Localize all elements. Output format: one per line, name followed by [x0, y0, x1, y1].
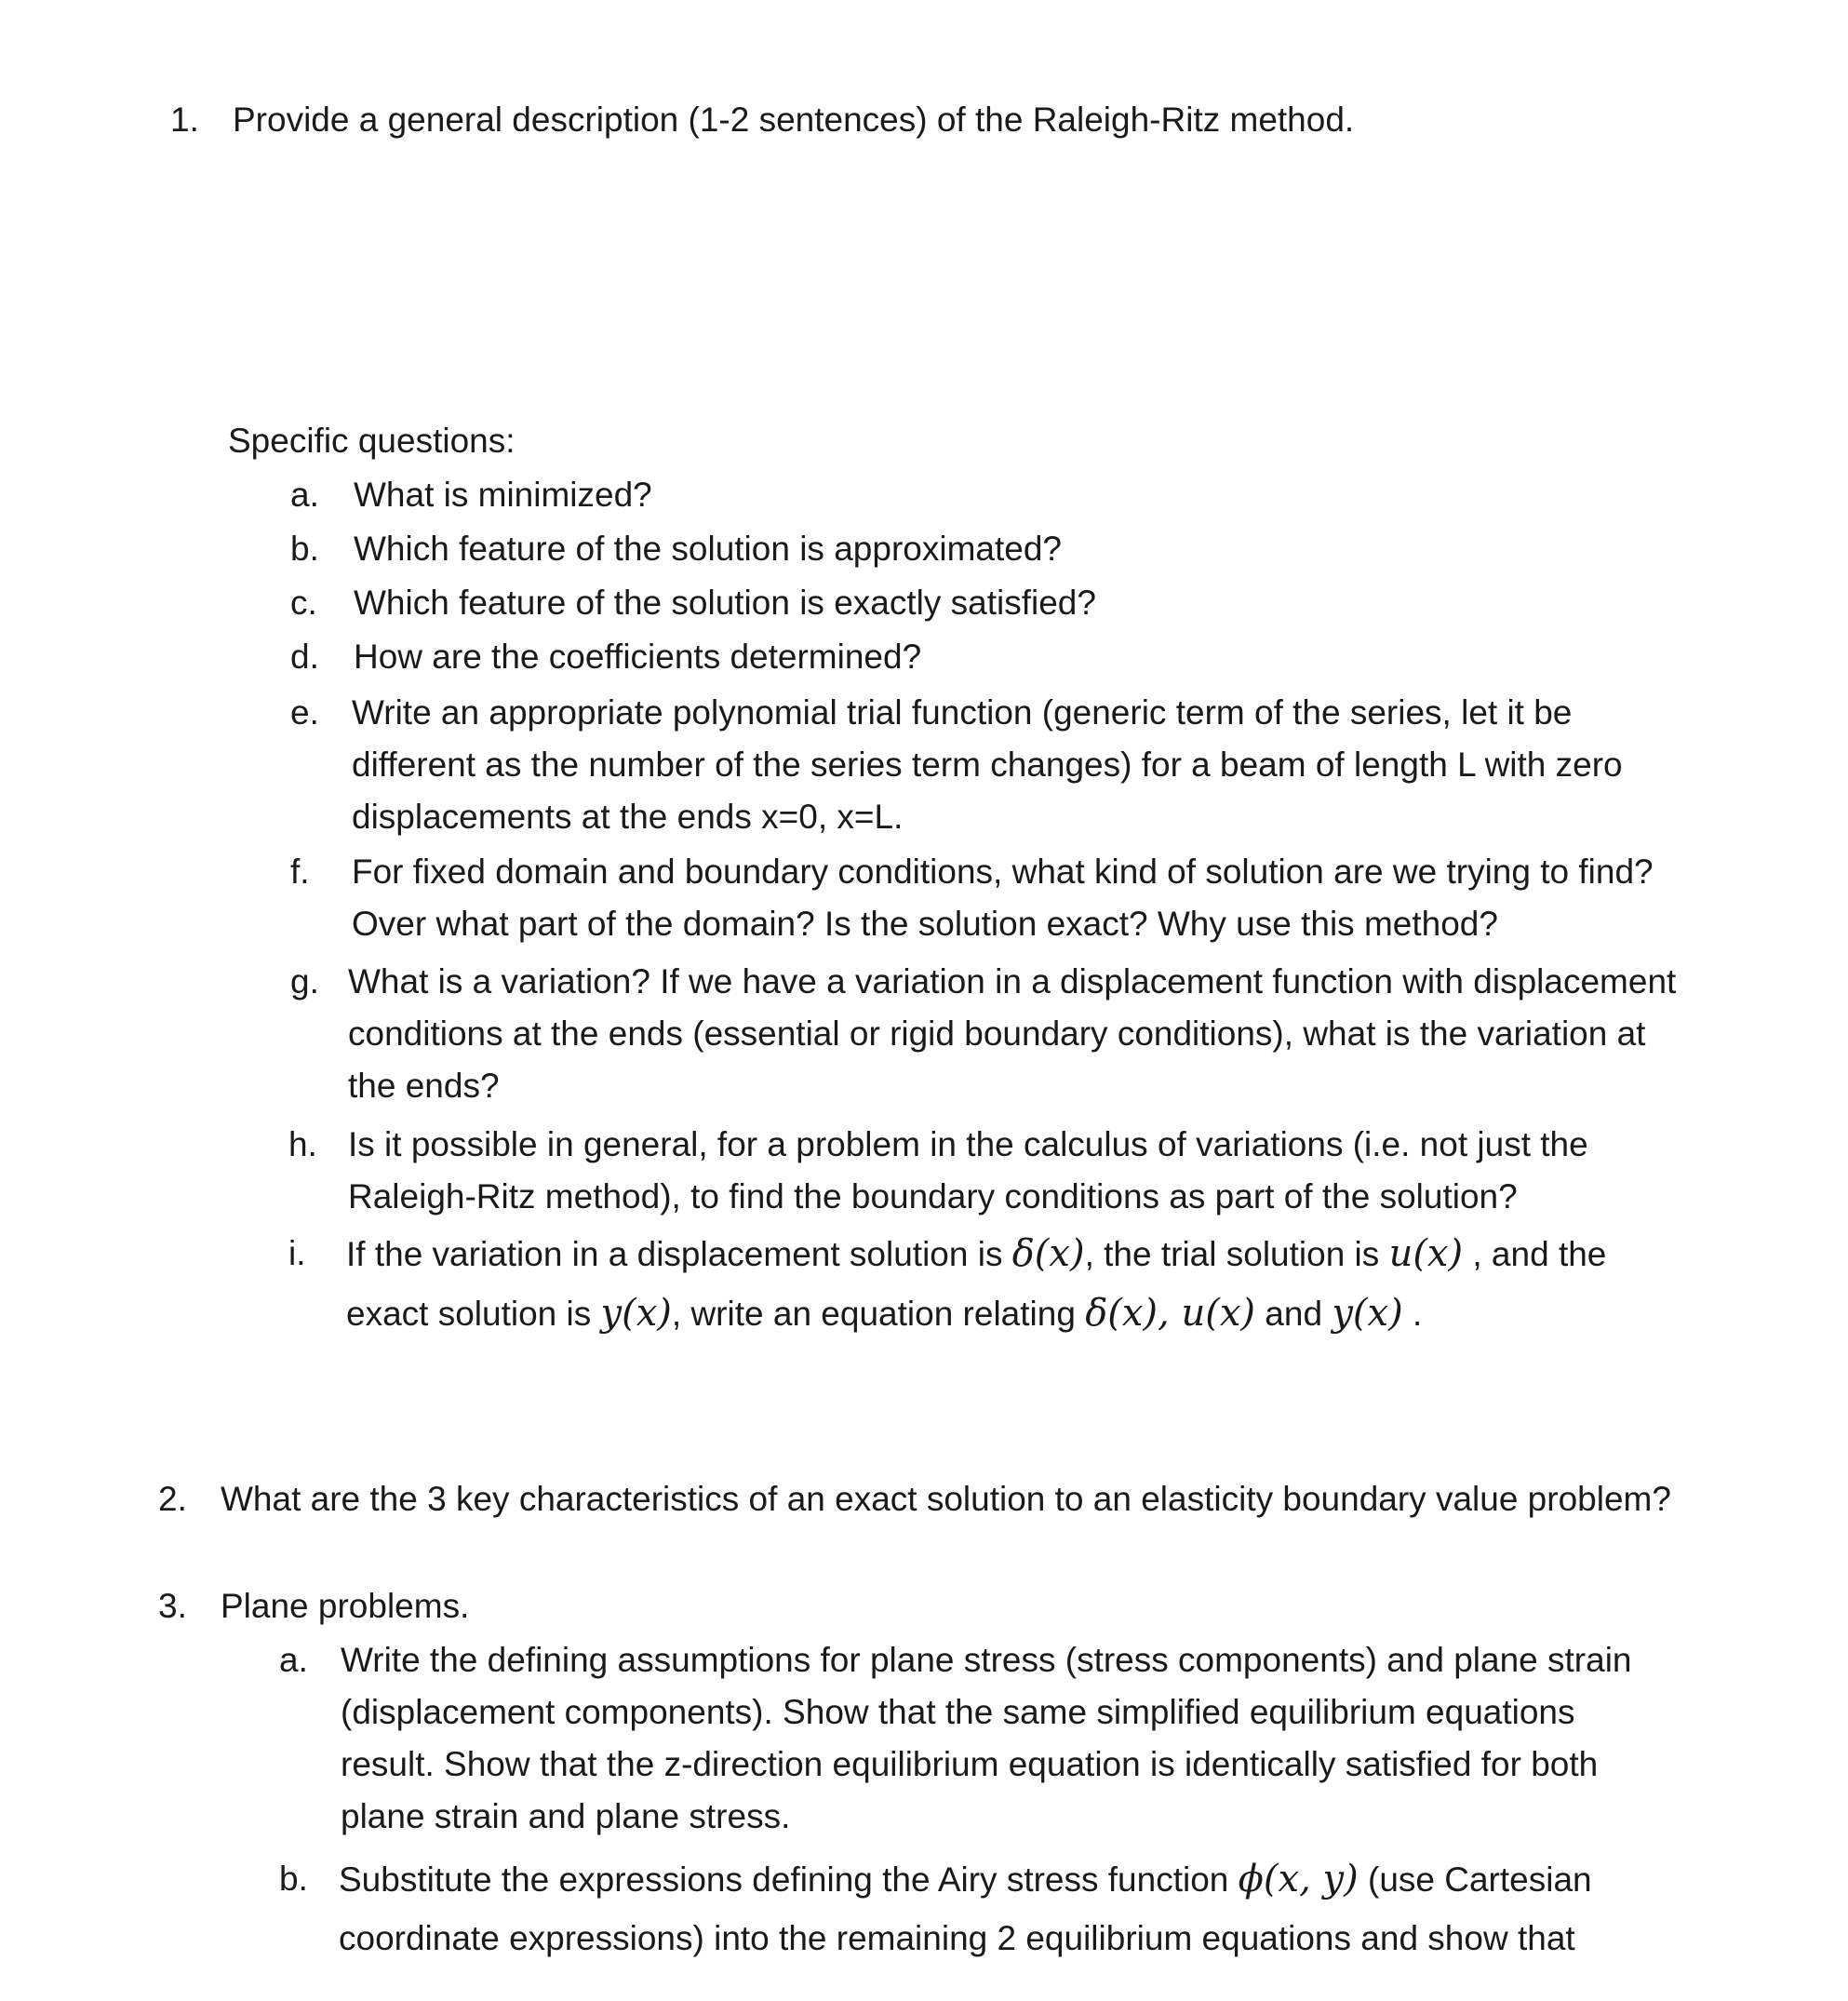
text-segment: , write an equation relating [671, 1295, 1086, 1333]
text-segment: and [1255, 1295, 1332, 1333]
math-y-x: y(x) [600, 1292, 672, 1335]
sub-question-text-line-1: For fixed domain and boundary conditions, what kind of solution are we trying to find? [352, 853, 1654, 891]
sub-question-label: c. [290, 584, 317, 622]
text-segment: If the variation in a displacement solution is [346, 1235, 1012, 1273]
sub-question-e [290, 686, 1742, 848]
sub-question-text-line-2: different as the number of the series term changes) for a beam of length L with zero [352, 745, 1623, 784]
math-u-x: u(x) [1181, 1292, 1256, 1335]
sub-question-label: e. [290, 693, 319, 732]
sub-question-text-line-3: the ends? [348, 1067, 500, 1105]
sub-question-text: Which feature of the solution is exactly satisfied? [354, 584, 1096, 622]
math-delta-x: δ(x) [1011, 1232, 1085, 1275]
sub-question-text-line-2: coordinate expressions) into the remaining 2 equilibrium equations and show that [339, 1919, 1575, 1957]
sub-question-c [290, 576, 1742, 630]
sub-question-label: a. [290, 476, 319, 514]
sub-question-text: Which feature of the solution is approximated? [354, 530, 1062, 568]
math-u-x: u(x) [1388, 1232, 1464, 1275]
sub-question-label: i. [288, 1234, 306, 1272]
sub-question-d [290, 630, 1742, 684]
question-2-number: 2. [158, 1480, 187, 1518]
text-segment: . [1402, 1295, 1423, 1333]
text-segment: , the trial solution is [1084, 1235, 1389, 1273]
sub-question-text-line-1: Write an appropriate polynomial trial function (generic term of the series, let it be [352, 693, 1573, 732]
sub-question-text-line-2 [346, 1286, 1422, 1341]
math-comma: , [1158, 1292, 1182, 1335]
specific-questions-heading: Specific questions: [228, 422, 516, 460]
sub-question-a [290, 468, 1742, 522]
question-3-text: Plane problems. [221, 1587, 470, 1625]
question-3 [158, 1579, 1796, 1635]
question-2 [158, 1472, 1796, 1528]
text-segment: , and the [1463, 1235, 1607, 1273]
sub-question-label: f. [290, 853, 310, 891]
question-1 [170, 93, 1752, 149]
sub-question-label: d. [290, 638, 319, 676]
sub-question-text-line-3: result. Show that the z-direction equilibrium equation is identically satisfied for both [341, 1745, 1599, 1783]
sub-question-text-line-2: (displacement components). Show that the same simplified equilibrium equations [341, 1693, 1575, 1731]
question-1-number: 1. [170, 101, 199, 139]
math-y-x: y(x) [1332, 1292, 1403, 1335]
sub-question-label: a. [279, 1641, 308, 1679]
text-segment: Substitute the expressions defining the Airy stress function [339, 1860, 1239, 1899]
sub-question-f [290, 845, 1742, 953]
sub-question-text: How are the coefficients determined? [354, 638, 922, 676]
sub-question-h [288, 1118, 1740, 1226]
sub-question-text-line-3: displacements at the ends x=0, x=L. [352, 798, 904, 836]
sub-question-3b [279, 1852, 1768, 1973]
sub-question-i [288, 1227, 1740, 1348]
sub-question-text-line-2: conditions at the ends (essential or rigid boundary conditions), what is the variation at [348, 1014, 1646, 1053]
text-segment: exact solution is [346, 1295, 601, 1333]
sub-question-text-line-2: Raleigh-Ritz method), to find the boundary conditions as part of the solution? [348, 1177, 1518, 1215]
sub-question-label: g. [290, 962, 319, 1000]
question-3-number: 3. [158, 1587, 187, 1625]
sub-question-text-line-1: Is it possible in general, for a problem in the calculus of variations (i.e. not just the [348, 1125, 1588, 1163]
sub-question-text: What is minimized? [354, 476, 652, 514]
sub-question-label: b. [279, 1860, 308, 1898]
sub-question-b [290, 522, 1742, 576]
math-phi-xy: ϕ(x, y) [1238, 1858, 1359, 1900]
question-2-text: What are the 3 key characteristics of an exact solution to an elasticity boundary value problem? [221, 1480, 1671, 1518]
math-delta-x: δ(x) [1085, 1292, 1158, 1335]
sub-question-g [290, 955, 1742, 1117]
sub-question-text-line-2: Over what part of the domain? Is the solution exact? Why use this method? [352, 905, 1498, 943]
question-1-text: Provide a general description (1-2 sentences) of the Raleigh-Ritz method. [233, 101, 1355, 139]
sub-question-3a [279, 1633, 1768, 1849]
sub-question-text-line-1 [339, 1852, 1592, 1907]
sub-question-label: b. [290, 530, 319, 568]
sub-question-text-line-1 [346, 1227, 1606, 1282]
sub-question-label: h. [288, 1125, 317, 1163]
sub-question-text-line-4: plane strain and plane stress. [341, 1797, 791, 1835]
sub-question-text-line-1: Write the defining assumptions for plane stress (stress components) and plane strain [341, 1641, 1632, 1679]
sub-question-text-line-1: What is a variation? If we have a variation in a displacement function with displacement [348, 962, 1677, 1000]
text-segment: (use Cartesian [1358, 1860, 1592, 1899]
